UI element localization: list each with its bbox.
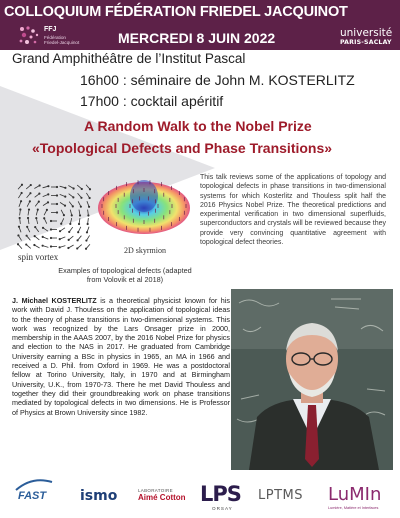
vortex-arrow-head <box>35 226 36 227</box>
skyrmion-figure <box>94 166 194 244</box>
vortex-arrow-head <box>89 197 90 198</box>
vortex-arrow-head <box>71 215 72 216</box>
logo-lps-sub: ORSAY <box>212 506 233 511</box>
seminar-time: 16h00 : séminaire de John M. KOSTERLITZ <box>80 72 355 88</box>
vortex-arrow-head <box>27 217 28 218</box>
vortex-arrow-head <box>77 231 78 232</box>
vortex-arrow-head <box>18 226 19 227</box>
speaker-bio-text: is a theoretical physicist known for his work with David J. Thouless on the application of topological ideas to the theory of phase transitions in two-dimensional systems. This work was recognized by the Lars Onsager prize in 2000, membership in the AAAS 2007, by the 2016 Nobel Prize for physics and election to the NAS in 2017. He graduated from Cambridge University earning a BSc in physics in 1965, an MA in 1966 and received a D. Phil. from Oxford in 1969. He was a postdoctoral fellow at Torino University, Italy, in 1970 and at Birmingham University, U.K., from 1970-73. There he met David Thouless and together they did their groundbreaking work on phase transitions mediated by topological defects in two dimensions. He is Professor of Physics at Brown University since 1982. <box>12 296 230 417</box>
vortex-arrow-head <box>79 215 80 216</box>
vortex-arrow-head <box>68 239 69 240</box>
cocktail-time: 17h00 : cocktail apéritif <box>80 93 224 109</box>
vortex-arrow-head <box>44 218 45 219</box>
vortex-arrow-head <box>86 232 87 233</box>
logo-lptms: LPTMS <box>258 488 303 503</box>
vortex-arrow-head <box>30 184 31 185</box>
vortex-arrow-head <box>29 201 30 202</box>
vortex-arrow-head <box>34 244 35 245</box>
vortex-arrow-head <box>73 197 74 198</box>
vortex-arrow-head <box>26 226 27 227</box>
vortex-arrow-head <box>37 209 38 210</box>
vortex-arrow-head <box>39 193 40 194</box>
vortex-arrow-head <box>46 209 47 210</box>
vortex-arrow-head <box>59 247 60 248</box>
logo-aime-cotton <box>138 488 200 502</box>
vortex-arrow-head <box>18 235 19 236</box>
abstract-text: This talk reviews some of the applications of topology and topological defects in phase transitions in two-dimensional systems for which Kosterlitz and Thouless split half the 2016 Physics Nobel Prize. The theoretical predictions and experimental verification in two dimensional superfluids, superconductors and crystals will be reviewed because they provide very convincing quantitative agreement with topological defect theories. <box>200 174 386 247</box>
logo-fast: FAST <box>18 490 47 502</box>
partner-logos <box>0 470 400 518</box>
logo-ismo: ismo <box>80 488 118 504</box>
vortex-arrow-head <box>81 197 82 198</box>
vortex-arrow-head <box>70 223 71 224</box>
vortex-arrow-head <box>21 184 22 185</box>
logo-lps: LPS <box>200 482 241 506</box>
vortex-arrow-head <box>34 235 35 236</box>
vortex-arrow-head <box>48 185 49 186</box>
spin-vortex-figure <box>14 182 94 252</box>
vortex-arrow-head <box>50 246 51 247</box>
ffj-acronym: FFJ <box>44 26 57 33</box>
talk-subtitle: «Topological Defects and Phase Transitions» <box>32 140 333 156</box>
vortex-arrow-head <box>88 215 89 216</box>
vortex-arrow-head <box>81 188 82 189</box>
vortex-arrow-head <box>77 248 78 249</box>
vortex-arrow-head <box>42 227 43 228</box>
vortex-arrow-head <box>65 196 66 197</box>
universite-paris-saclay-logo <box>340 28 392 46</box>
spin-vortex-label: spin vortex <box>18 252 59 262</box>
vortex-arrow-head <box>68 247 69 248</box>
vortex-arrow-head <box>36 217 37 218</box>
vortex-arrow-head <box>77 240 78 241</box>
colloquium-title: COLLOQUIUM FÉDÉRATION FRIEDEL JACQUINOT <box>4 4 348 20</box>
vortex-arrow-head <box>56 212 57 213</box>
talk-title: A Random Walk to the Nobel Prize <box>84 118 312 134</box>
event-date: MERCREDI 8 JUIN 2022 <box>118 30 276 46</box>
vortex-arrow-head <box>20 200 21 201</box>
vortex-arrow-head <box>38 201 39 202</box>
ffj-subtitle: Fédération Friedel-Jacquinot <box>44 35 80 45</box>
vortex-arrow-head <box>19 217 20 218</box>
logo-lumin: LuMIn <box>328 484 382 505</box>
vortex-arrow-head <box>50 220 51 221</box>
university-name: université <box>340 27 393 39</box>
vortex-arrow-head <box>50 229 51 230</box>
vortex-arrow-head <box>88 206 89 207</box>
vortex-arrow-head <box>78 223 79 224</box>
vortex-arrow-head <box>63 214 64 215</box>
vortex-arrow-head <box>47 202 48 203</box>
vortex-arrow-head <box>21 192 22 193</box>
vortex-arrow-head <box>80 206 81 207</box>
vortex-arrow-head <box>73 188 74 189</box>
vortex-arrow-head <box>64 205 65 206</box>
vortex-arrow-head <box>42 236 43 237</box>
vortex-arrow-head <box>26 235 27 236</box>
venue: Grand Amphithéâtre de l’Institut Pascal <box>12 51 246 66</box>
vortex-arrow-head <box>59 230 60 231</box>
vortex-arrow-head <box>30 193 31 194</box>
vortex-arrow-head <box>50 237 51 238</box>
vortex-arrow-head <box>20 209 21 210</box>
vortex-arrow-head <box>56 203 57 204</box>
vortex-arrow-head <box>72 206 73 207</box>
speaker-photo <box>231 289 393 470</box>
logo-aime-cotton-small: LABORATOIRE <box>138 488 173 493</box>
vortex-arrow-head <box>69 231 70 232</box>
vortex-arrow-head <box>56 195 57 196</box>
vortex-arrow-head <box>87 223 88 224</box>
speaker-name: J. Michael KOSTERLITZ <box>12 296 97 305</box>
vortex-arrow-head <box>26 244 27 245</box>
vortex-arrow-head <box>59 238 60 239</box>
vortex-arrow-head <box>61 223 62 224</box>
logo-aime-cotton-main: Aimé Cotton <box>138 493 186 502</box>
skyrmion-label: 2D skyrmion <box>124 246 166 255</box>
vortex-arrow-head <box>17 244 18 245</box>
figure-caption: Examples of topological defects (adapted from Volovik et al 2018) <box>58 266 192 285</box>
header-band <box>0 0 400 50</box>
vortex-arrow-head <box>89 189 90 190</box>
vortex-arrow-head <box>65 187 66 188</box>
vortex-arrow-head <box>86 240 87 241</box>
vortex-arrow-head <box>28 209 29 210</box>
vortex-arrow-head <box>56 186 57 187</box>
vortex-arrow-head <box>48 194 49 195</box>
vortex-arrow-head <box>42 245 43 246</box>
speaker-bio <box>12 296 230 417</box>
university-place: PARIS-SACLAY <box>340 39 392 46</box>
logo-lumin-sub: Lumière, Matière et Interfaces <box>328 506 379 510</box>
vortex-arrow-head <box>85 248 86 249</box>
vortex-arrow-head <box>39 185 40 186</box>
